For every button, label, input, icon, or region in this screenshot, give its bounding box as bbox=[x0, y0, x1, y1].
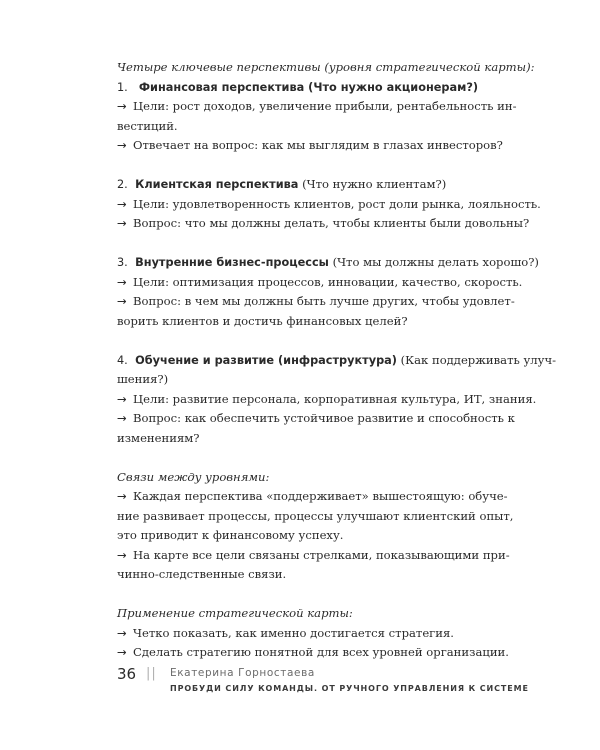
book-title: ПРОБУДИ СИЛУ КОМАНДЫ. ОТ РУЧНОГО УПРАВЛЕНИЯ К СИСТЕМЕ bbox=[170, 684, 529, 693]
usage-item-2: → Сделать стратегию понятной для всех уровней организации. bbox=[117, 643, 485, 663]
arrow-icon: → bbox=[117, 625, 127, 640]
spacer bbox=[117, 156, 485, 176]
perspective-3-heading: Внутренние бизнес-процессы bbox=[135, 256, 329, 269]
links-paragraph-2: → На карте все цели связаны стрелками, показывающими при- bbox=[117, 546, 485, 566]
page-body bbox=[117, 58, 557, 663]
perspective-2-goals: → Цели: удовлетворенность клиентов, рост доли рынка, лояльность. bbox=[117, 195, 485, 215]
perspective-4-question: → Вопрос: как обеспечить устойчивое развитие и способность к bbox=[117, 409, 485, 429]
perspective-1-goals-cont: вестиций. bbox=[117, 118, 178, 133]
perspective-4-heading: Обучение и развитие (инфраструктура) bbox=[135, 353, 397, 367]
perspective-3-subtitle: (Что мы должны делать хорошо?) bbox=[332, 255, 539, 269]
arrow-icon: → bbox=[117, 216, 127, 230]
spacer bbox=[117, 234, 485, 254]
arrow-icon: → bbox=[117, 547, 127, 562]
footer-divider: || bbox=[146, 666, 157, 681]
page-number: 36 bbox=[117, 665, 137, 683]
perspective-2-heading: Клиентская перспектива bbox=[135, 178, 299, 191]
spacer bbox=[117, 331, 485, 351]
perspective-1-number: 1. bbox=[117, 80, 128, 94]
links-paragraph-2-cont: чинно-следственные связи. bbox=[117, 567, 287, 581]
spacer bbox=[117, 585, 485, 605]
perspective-4-subtitle-cont: шения?) bbox=[117, 372, 169, 386]
perspective-3-question-cont: ворить клиентов и достичь финансовых целей? bbox=[117, 313, 408, 328]
arrow-icon: → bbox=[117, 645, 127, 659]
arrow-icon: → bbox=[117, 196, 127, 211]
perspective-2-question: → Вопрос: что мы должны делать, чтобы клиенты были довольны? bbox=[117, 214, 485, 234]
perspective-2-title bbox=[117, 175, 485, 195]
spacer bbox=[117, 448, 485, 468]
arrow-icon: → bbox=[117, 411, 127, 425]
author-name: Екатерина Горностаева bbox=[170, 667, 315, 679]
arrow-icon: → bbox=[117, 391, 127, 406]
arrow-icon: → bbox=[117, 99, 127, 113]
perspective-4-question-cont: изменениям? bbox=[117, 430, 200, 445]
perspective-1-heading: Финансовая перспектива (Что нужно акционерам?) bbox=[138, 80, 479, 94]
perspective-3-goals: → Цели: оптимизация процессов, инновации, качество, скорость. bbox=[117, 273, 485, 293]
perspective-1-title bbox=[117, 78, 485, 98]
perspective-1-goals: → Цели: рост доходов, увеличение прибыли, рентабельность ин- bbox=[117, 97, 485, 117]
intro-heading: Четыре ключевые перспективы (уровня стратегической карты): bbox=[117, 60, 535, 74]
perspective-3-question: → Вопрос: в чем мы должны быть лучше других, чтобы удовлет- bbox=[117, 292, 485, 312]
arrow-icon: → bbox=[117, 274, 127, 289]
arrow-icon: → bbox=[117, 489, 127, 503]
usage-item-1: → Четко показать, как именно достигается стратегия. bbox=[117, 624, 485, 644]
perspective-1-question: → Отвечает на вопрос: как мы выглядим в глазах инвесторов? bbox=[117, 136, 485, 156]
perspective-2-subtitle: (Что нужно клиентам?) bbox=[302, 177, 447, 191]
perspective-4-title bbox=[117, 351, 557, 371]
links-paragraph-1-cont: ние развивает процессы, процессы улучшают клиентский опыт, bbox=[117, 508, 514, 523]
perspective-2-number: 2. bbox=[117, 178, 128, 191]
perspective-3-number: 3. bbox=[117, 256, 128, 269]
arrow-icon: → bbox=[117, 294, 127, 308]
perspective-4-goals: → Цели: развитие персонала, корпоративная культура, ИТ, знания. bbox=[117, 390, 485, 410]
links-heading: Связи между уровнями: bbox=[117, 469, 270, 484]
perspective-3-title bbox=[117, 253, 539, 273]
links-paragraph-1-end: это приводит к финансовому успеху. bbox=[117, 528, 344, 542]
usage-heading: Применение стратегической карты: bbox=[117, 606, 353, 620]
perspective-4-number: 4. bbox=[117, 353, 128, 367]
arrow-icon: → bbox=[117, 138, 127, 152]
perspective-4-subtitle: (Как поддерживать улуч- bbox=[400, 352, 557, 367]
links-paragraph-1: → Каждая перспектива «поддерживает» вышестоящую: обуче- bbox=[117, 487, 485, 507]
